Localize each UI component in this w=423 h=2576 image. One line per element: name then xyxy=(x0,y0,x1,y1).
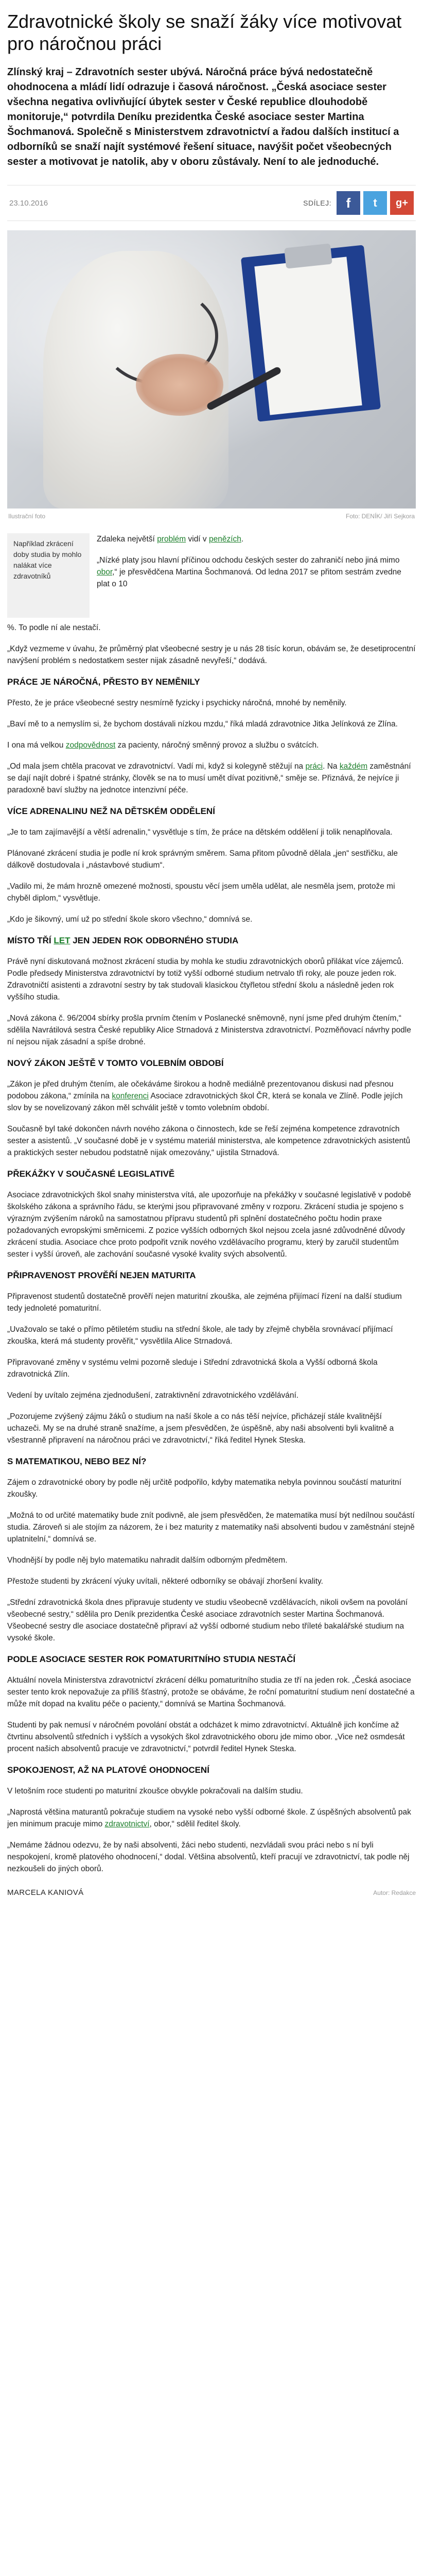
section-heading: PŘIPRAVENOST PROVĚŘÍ NEJEN MATURITA xyxy=(7,1270,196,1280)
facebook-icon: f xyxy=(346,195,351,211)
twitter-icon: t xyxy=(373,196,377,209)
paragraph: „Vadilo mi, že mám hrozně omezené možnosti, spoustu věcí jsem uměla udělat, ale nesměla jsem, protože mi chyběl diplom,“ vysvětluje. xyxy=(7,882,395,903)
inline-link[interactable]: každém xyxy=(339,762,368,771)
paragraph: Připravenost studentů dostatečně prověří nejen maturitní zkouška, ale zejména přijímací řízení na další studium tedy jednoleté pomaturitní. xyxy=(7,1292,402,1313)
paragraph: „Naprostá většina maturantů pokračuje studiem na vysoké nebo vyšší odborné škole. Z úspěšných absolventů pak jen minimum pracuje mimo zdravotnictví, obor,“ sdělil ředitel školy. xyxy=(7,1808,411,1828)
paragraph: I ona má velkou zodpovědnost za pacienty, náročný směnný provoz a službu o svátcích. xyxy=(7,741,319,750)
inline-link[interactable]: zodpovědnost xyxy=(65,741,116,750)
inline-link[interactable]: LET xyxy=(54,936,70,945)
paragraph: Současně byl také dokončen návrh nového zákona o činnostech, kde se řeší zejména kompetence zdravotních sester a asistentů. „V současné době je v systému materiál ministerstva, ale kompetence zdravotnických asistentů a praktických sester nebudou podstatně nijak omezovány,“ ujistila Strnadová. xyxy=(7,1125,411,1157)
inline-link[interactable]: zdravotnictví xyxy=(104,1820,150,1828)
inline-link[interactable]: konferenci xyxy=(112,1092,149,1100)
article-title: Zdravotnické školy se snaží žáky více motivovat pro náročnou práci xyxy=(7,11,402,54)
paragraph: „Pozorujeme zvýšený zájmu žáků o studium na naší škole a co nás těší nejvíce, přicházejí stále kvalitnější uchazeči. My se na druhé straně snažíme, a jsem přesvědčen, že úspěšně, aby naši absolventi byli kvalitně a všestranně připravení na náročnou práci ve zdravotnictví,“ říká ředitel Hynek Steska. xyxy=(7,1412,394,1445)
paragraph: Vedení by uvítalo zejména zjednodušení, zatraktivnění zdravotnického vzdělávání. xyxy=(7,1391,299,1400)
paragraph: „Kdo je šikovný, umí už po střední škole skoro všechno,“ domnívá se. xyxy=(7,915,253,924)
section-heading: MÍSTO TŘÍ LET JEN JEDEN ROK ODBORNÉHO STUDIA xyxy=(7,936,239,945)
share-bar xyxy=(303,191,414,215)
paragraph: „Nemáme žádnou odezvu, že by naši absolventi, žáci nebo studenti, nezvládali svou práci nebo s ní byli nespokojení, kromě platového ohodnocení,“ dodal. Většina absolventů, kteří pracují ve zdravotnictví, tak podle něj nezkoušeli do jiných oborů. xyxy=(7,1841,410,1873)
paragraph: „Nízké platy jsou hlavní příčinou odchodu českých sester do zahraničí nebo jiná mimo obor,“ je přesvědčena Martina Šochmanová. Od ledna 2017 se přitom sestrám zvedne plat o 10 xyxy=(97,556,401,588)
inline-link[interactable]: práci xyxy=(305,762,323,771)
photo-caption: Ilustrační foto xyxy=(8,513,46,520)
article-source: Autor: Redakce xyxy=(373,1889,416,1896)
paragraph: „Uvažovalo se také o přímo pětiletém studiu na střední škole, ale tady by zřejmě chyběla srovnávací přijímací zkouška, která má studenty prověřit,“ vysvětlila Alice Strnadová. xyxy=(7,1325,393,1346)
paragraph: „Nová zákona č. 96/2004 sbírky prošla prvním čtením v Poslanecké sněmovně, nyní jsme před druhým čtením,“ sdělila Navrátilová sestra České republiky Alice Strnadová z Ministerstva zdravotnictví. Pozměňovací návrhy podle ní nejsou nijak zásadní a spíše drobné. xyxy=(7,1014,411,1046)
photo-caption-row xyxy=(7,509,416,533)
section-heading: PŘEKÁŽKY V SOUČASNÉ LEGISLATIVĚ xyxy=(7,1169,175,1179)
google-plus-icon: g+ xyxy=(396,197,408,209)
intro-with-sidebox xyxy=(7,533,416,618)
article-author: MARCELA KANIOVÁ xyxy=(7,1888,84,1897)
paragraph: Studenti by pak nemusí v náročném povolání obstát a odcházet k mimo zdravotnictví. Aktuálně jich končíme až čtvrtinu absolventů středních i vyšších a vysokých škol zdravotnického oboru jde mimo obor. „Vice než osmdesát procent našich absolventů pracuje ve zdravotnictví,“ potvrdil ředitel Hynek Steska. xyxy=(7,1721,405,1753)
share-label: SDÍLEJ: xyxy=(303,199,331,207)
section-heading: NOVÝ ZÁKON JEŠTĚ V TOMTO VOLEBNÍM OBDOBÍ xyxy=(7,1058,224,1068)
paragraph: Vhodnější by podle něj bylo matematiku nahradit dalším odborným předmětem. xyxy=(7,1556,288,1565)
facebook-share-button[interactable] xyxy=(337,191,360,215)
section-heading: S MATEMATIKOU, NEBO BEZ NÍ? xyxy=(7,1456,147,1466)
article-meta-bar xyxy=(7,185,416,221)
paragraph: „Je to tam zajímavější a větší adrenalin,“ vysvětluje s tím, že práce na dětském oddělení ji tolik nenaplňovala. xyxy=(7,828,393,837)
paragraph: Plánované zkrácení studia je podle ní krok správným směrem. Sama přitom původně dělala „jen“ sestřičku, ale dálkově dostudovala i „nástavbové studium“. xyxy=(7,849,398,870)
twitter-share-button[interactable] xyxy=(363,191,387,215)
article-photo xyxy=(7,230,416,509)
photo-credit: Foto: DENÍK/ Jiří Sejkora xyxy=(345,513,415,520)
author-row xyxy=(7,1884,416,1897)
paragraph: Asociace zdravotnických škol snahy ministerstva vítá, ale upozorňuje na překážky v současné legislativě v podobě školského zákona a správního řádu, se kterými jsou připravované změny v rozporu. Zkrácení studia je spojeno s výrazným zvýšením nároků na samostatnou přípravu studentů při splnění dostatečného počtu hodin praxe požadovaných evropskými směrnicemi. Z pozice vyšších odborných škol nejsou zcela jasné zdůvodněné důvody zkrácení studia. Asociace chce proto podpořit vznik nového vzdělávacího programu, který by zaručil studentům sester i vyšší úroveň, ale zachování současné vysoké kvality svých absolventů. xyxy=(7,1191,411,1259)
paragraph: Přesto, že je práce všeobecné sestry nesmírně fyzicky i psychicky náročná, mnohé by neměnily. xyxy=(7,699,347,707)
paragraph: „Od mala jsem chtěla pracovat ve zdravotnictví. Vadí mi, když si kolegyně stěžují na práci. Na každém zaměstnání se dají najít dobré i špatné stránky, člověk se na to musí umět dívat pozitivně,“ směje se. Přiznává, že nejvíce ji paradoxně baví služby na jednotce intenzivní péče. xyxy=(7,762,411,794)
paragraph: „Baví mě to a nemyslím si, že bychom dostávali nízkou mzdu,“ říká mladá zdravotnice Jitka Jelínková ze Zlína. xyxy=(7,720,398,728)
paragraph: Připravované změny v systému velmi pozorně sleduje i Střední zdravotnická škola a Vyšší odborná škola zdravotnická Zlín. xyxy=(7,1358,378,1379)
paragraph: Zájem o zdravotnické obory by podle něj určitě podpořilo, kdyby matematika nebyla povinnou součástí maturitní zkoušky. xyxy=(7,1478,401,1499)
intro-text xyxy=(97,533,416,618)
article-date: 23.10.2016 xyxy=(9,198,48,208)
section-heading: PODLE ASOCIACE SESTER ROK POMATURITNÍHO STUDIA NESTAČÍ xyxy=(7,1654,296,1664)
paragraph: %. To podle ní ale nestačí. xyxy=(7,623,101,632)
paragraph: V letošním roce studenti po maturitní zkoušce obvykle pokračovali na dalším studiu. xyxy=(7,1787,303,1795)
google-plus-share-button[interactable] xyxy=(390,191,414,215)
inline-link[interactable]: problém xyxy=(157,535,186,544)
paragraph: Zdaleka největší problém vidí v penězích. xyxy=(97,535,244,544)
paragraph: „Možná to od určité matematiky bude znít podivně, ale jsem přesvědčen, že matematika musí být nedílnou součástí studia. Zároveň si ale stojím za názorem, že i bez maturity z matematiky naši absolventi budou v zaměstnání stejně uplatnitelní,“ domnívá se. xyxy=(7,1511,415,1544)
paragraph: „Střední zdravotnická škola dnes připravuje studenty ve studiu všeobecně vzdělávacích, nikoli ovšem na povolání všeobecné sestry,“ sdělila pro Deník prezidentka České asociace zdravotních sester Martina Šochmanová. Všeobecné sestry dle asociace dostatečně připraví až vyšší odborné studium nebo tříleté bakalářské studium na vysoké škole. xyxy=(7,1598,408,1642)
section-heading: VÍCE ADRENALINU NEŽ NA DĚTSKÉM ODDĚLENÍ xyxy=(7,806,215,816)
paragraph: Přestože studenti by zkrácení výuky uvítali, některé odborníky se obávají zhoršení kvality. xyxy=(7,1577,323,1586)
paragraph: Aktuální novela Ministerstva zdravotnictví zkrácení délku pomaturitního studia ze tří na jeden rok. „Česká asociace sester tento krok nepovažuje za příliš šťastný, protože se obáváme, že roční pomaturitní studium není dostatečné a může mít dopad na kvalitu péče o pacienty,“ domnívá se Martina Šochmanová. xyxy=(7,1676,415,1708)
paragraph: „Když vezmeme v úvahu, že průměrný plat všeobecné sestry je u nás 28 tisíc korun, obávám se, že desetiprocentní navýšení problém s nedostatkem sester nijak zásadně nevyřeší,“ dodává. xyxy=(7,645,416,665)
inline-link[interactable]: obor xyxy=(97,568,113,577)
inline-link[interactable]: penězích xyxy=(208,535,241,544)
paragraph: Právě nyní diskutovaná možnost zkrácení studia by mohla ke studiu zdravotnických oborů přilákat více zájemců. Podle předsedy Ministerstva zdravotnictví by totiž vyšší odborné studium netrvalo tři roky, ale pouze jeden rok. Zdravotničtí asistenti a zdravotní sestry by tak studovali klasickou čtyřletou střední školu a následně jeden rok vyššího studia. xyxy=(7,957,404,1002)
article-lead: Zlínský kraj – Zdravotních sester ubývá. Náročná práce bývá nedostatečně ohodnocena a mládí lidí odrazuje i časová náročnost. „Česká asociace sester všechna negativa ovlivňující úbytek sester v České republice dlouhodobě monitoruje,“ potvrdila Deníku prezidentka České asociace sester Martina Šochmanová. Společně s Ministerstvem zdravotnictví a řadou dalších institucí a odborníků se snaží najít systémové řešení situace, navýšit počet všeobecných sester a motivovat je natolik, aby v oboru zůstávaly. Není to ale jednoduché. xyxy=(7,66,399,167)
related-side-box[interactable]: Například zkrácení doby studia by mohlo nalákat více zdravotníků xyxy=(7,533,90,618)
section-heading: SPOKOJENOST, AŽ NA PLATOVÉ OHODNOCENÍ xyxy=(7,1765,209,1775)
paragraph: „Zákon je před druhým čtením, ale očekáváme širokou a hodně mediálně prezentovanou diskusi nad přesnou podobou zákona,“ zmínila na konferenci Asociace zdravotnických škol ČR, která se konala ve Zlíně. Podle jejích slov by se novelizovaný zákon měl schválit ještě v tomto volebním období. xyxy=(7,1080,403,1112)
section-heading: PRÁCE JE NÁROČNÁ, PŘESTO BY NEMĚNILY xyxy=(7,677,200,687)
